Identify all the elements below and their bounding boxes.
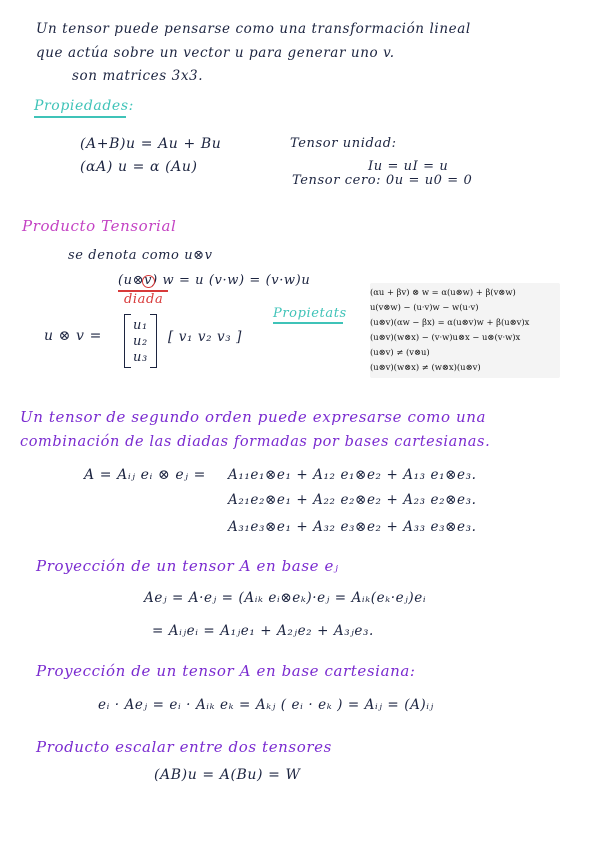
propiedades-heading: Propiedades: [34,98,134,114]
proyeccion-base-eq-2: = Aᵢⱼeᵢ = A₁ⱼe₁ + A₂ⱼe₂ + A₃ⱼe₃. [152,623,374,639]
propietats-underline [273,322,343,324]
tensor-expansion-row: A₃₁e₃⊗e₁ + A₃₂ e₃⊗e₂ + A₃₃ e₃⊗e₃. [228,519,477,535]
producto-escalar-heading: Producto escalar entre dos tensores [36,738,332,756]
matrix-left-bracket [124,314,131,368]
property-line: (αu + βv) ⊗ w = α(u⊗w) + β(v⊗w) [370,287,516,297]
property-line: (u⊗v)(w⊗x) − (v·w)u⊗x − u⊗(v·w)x [370,332,521,342]
proyeccion-base-eq-1: Aeⱼ = A·eⱼ = (Aᵢₖ eᵢ⊗eₖ)·eⱼ = Aᵢₖ(eₖ·eⱼ)eᵢ [144,590,427,606]
prop-eq-scalar: (αA) u = α (Au) [80,159,198,175]
propiedades-underline [34,116,126,118]
matrix-right-bracket [150,314,157,368]
producto-escalar-eq: (AB)u = A(Bu) = W [154,767,301,783]
intro-line-1: Un tensor puede pensarse como una transformación lineal [36,21,471,37]
propietats-label: Propietats [273,306,347,321]
segundo-orden-line-2: combinación de las diadas formadas por bases cartesianas. [20,434,491,450]
tensor-unidad-label: Tensor unidad: [290,136,397,151]
proyeccion-base-heading: Proyección de un tensor A en base eⱼ [36,557,339,575]
intro-line-2: que actúa sobre un vector u para generar uno v. [36,45,395,61]
matrix-entry: u₂ [133,334,148,349]
property-line: (u⊗v)(αw − βx) = α(u⊗v)w + β(u⊗v)x [370,317,530,327]
property-line: (u⊗v)(w⊗x) ≠ (w⊗x)(u⊗v) [370,362,481,372]
prop-eq-sum: (A+B)u = Au + Bu [80,136,222,152]
property-line: u(v⊗w) − (u·v)w − w(u·v) [370,302,479,312]
matrix-entry: u₃ [133,350,148,365]
segundo-orden-line-1: Un tensor de segundo orden puede expresarse como una [20,408,487,426]
matrix-entry: u₁ [133,318,148,333]
proyeccion-cart-eq: eᵢ · Aeⱼ = eᵢ · Aᵢₖ eₖ = Aₖⱼ ( eᵢ · eₖ ) = Aᵢⱼ = (A)ᵢⱼ [98,697,434,713]
tensor-unidad-eq: Iu = uI = u [368,159,449,174]
diada-label: diada [124,292,164,307]
tensor-cero-eq: Tensor cero: 0u = u0 = 0 [292,173,473,188]
intro-line-3: son matrices 3x3. [72,68,204,84]
tensor-expansion-lhs: A = Aᵢⱼ eᵢ ⊗ eⱼ = [84,467,206,483]
otimes-circle-mark [142,275,155,288]
matrix-lhs: u ⊗ v = [44,328,102,344]
producto-heading: Producto Tensorial [22,217,177,235]
matrix-row-vector: [ v₁ v₂ v₃ ] [168,329,243,345]
property-line: (u⊗v) ≠ (v⊗u) [370,347,430,357]
producto-definition: (u⊗v) w = u (v·w) = (v·w)u [118,273,311,288]
tensor-expansion-row: A₁₁e₁⊗e₁ + A₁₂ e₁⊗e₂ + A₁₃ e₁⊗e₃. [228,467,477,483]
producto-denota: se denota como u⊗v [68,248,213,263]
tensor-expansion-row: A₂₁e₂⊗e₁ + A₂₂ e₂⊗e₂ + A₂₃ e₂⊗e₃. [228,492,477,508]
proyeccion-cart-heading: Proyección de un tensor A en base cartesiana: [36,662,416,680]
